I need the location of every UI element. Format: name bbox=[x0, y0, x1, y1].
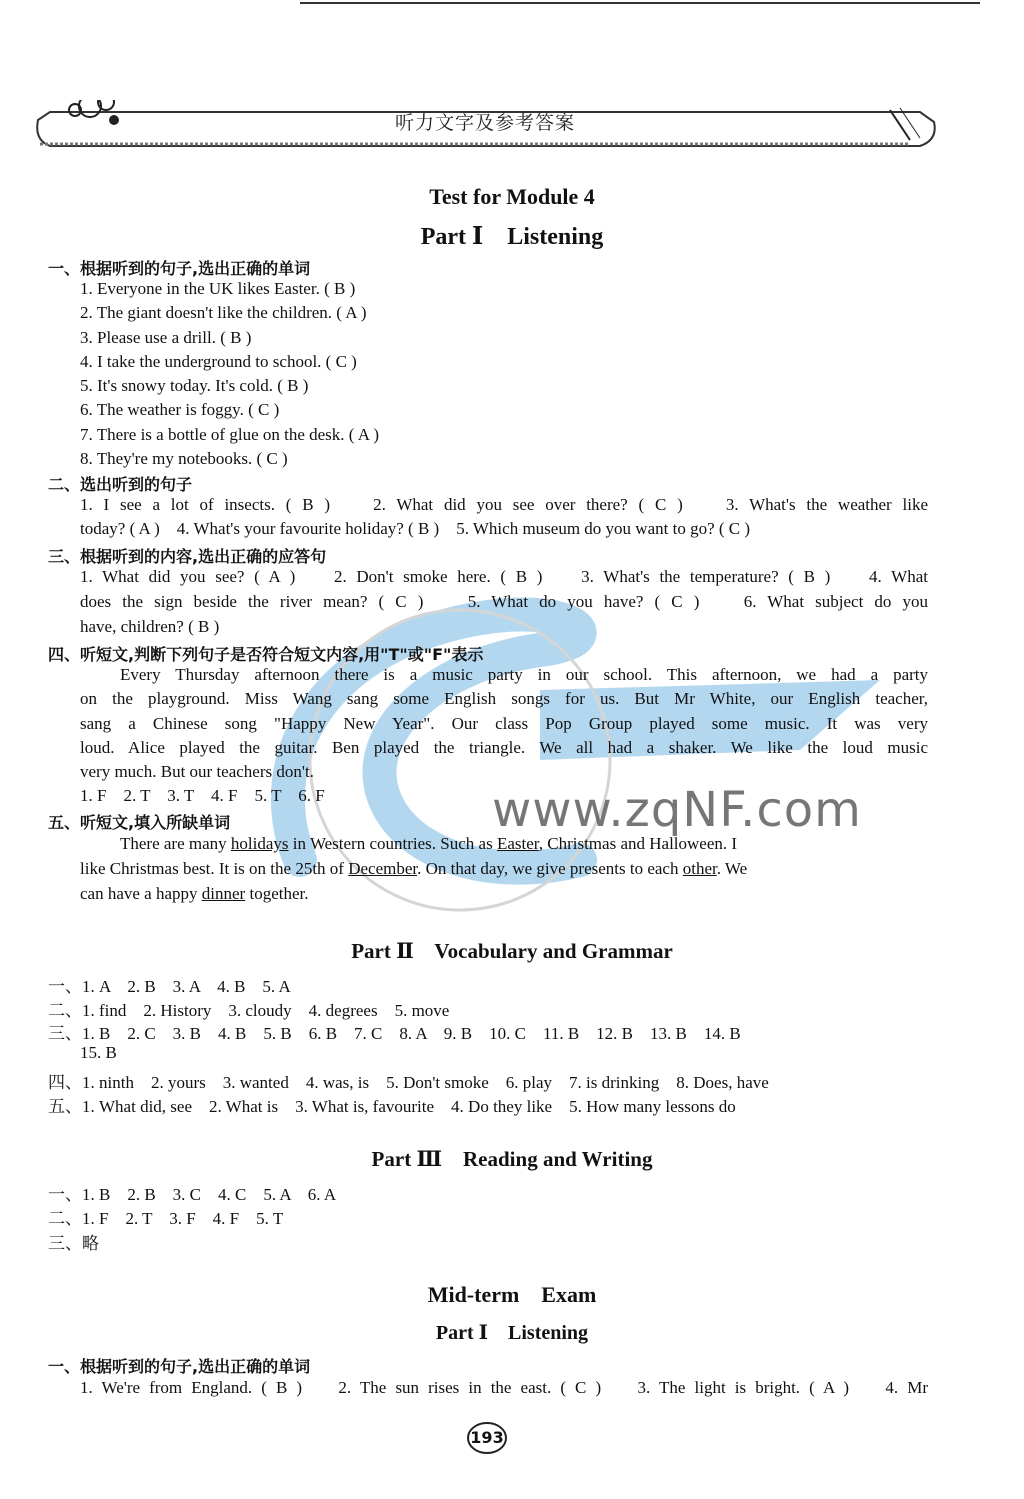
top-rule bbox=[300, 2, 980, 4]
header-title: 听力文字及参考答案 bbox=[394, 112, 575, 134]
cloze-text: , Christmas and Halloween. I bbox=[538, 834, 738, 853]
test-title: Test for Module 4 bbox=[429, 184, 595, 209]
text-line: 1. We're from England. ( B ) 2. The sun rises in the east. ( C ) 3. The light is bright. ( A ) 4. Mr bbox=[80, 1378, 928, 1397]
cloze-answer: dinner bbox=[201, 884, 246, 903]
paragraph-line: sang a Chinese song "Happy New Year". Our class Pop Group played some music. It was very bbox=[80, 714, 928, 733]
section5-heading: 五、听短文,填入所缺单词 bbox=[48, 813, 231, 832]
cloze-line-1 bbox=[120, 834, 928, 854]
answer-line: 二、1. find 2. History 3. cloudy 4. degrees 5. move bbox=[48, 1001, 450, 1020]
cloze-answer: December bbox=[348, 859, 418, 878]
cloze-text: There are many bbox=[120, 834, 231, 853]
paragraph-line: very much. But our teachers don't. bbox=[80, 762, 314, 781]
text-line: have, children? ( B ) bbox=[80, 617, 220, 636]
answer-line: 1. F 2. T 3. T 4. F 5. T 6. F bbox=[80, 786, 325, 805]
page-number bbox=[466, 1420, 508, 1456]
page-number-text: 193 bbox=[470, 1428, 504, 1447]
list-item: 7. There is a bottle of glue on the desk. ( A ) bbox=[80, 425, 380, 444]
paragraph-line: Every Thursday afternoon there is a music party in our school. This afternoon, we had a party bbox=[120, 665, 928, 684]
cloze-line-3 bbox=[80, 884, 308, 904]
part3-heading: Part Ⅲ Reading and Writing bbox=[371, 1147, 653, 1171]
list-item: 2. The giant doesn't like the children. ( A ) bbox=[80, 303, 367, 322]
answer-line: 二、1. F 2. T 3. F 4. F 5. T bbox=[48, 1209, 284, 1228]
cloze-text: like Christmas best. It is on the 25th of bbox=[80, 859, 349, 878]
cloze-line-2 bbox=[80, 859, 747, 879]
text-line: today? ( A ) 4. What's your favourite holiday? ( B ) 5. Which museum do you want to go? ( C ) bbox=[80, 519, 751, 538]
text-line: 1. What did you see? ( A ) 2. Don't smoke here. ( B ) 3. What's the temperature? ( B ) 4. What bbox=[80, 567, 928, 586]
cloze-text: in Western countries. Such as bbox=[288, 834, 497, 853]
midterm-part1-heading: Part Ⅰ Listening bbox=[435, 1322, 589, 1344]
section2-heading: 二、选出听到的句子 bbox=[48, 475, 193, 494]
cloze-text: . We bbox=[716, 859, 748, 878]
paragraph-line: loud. Alice played the guitar. Ben played the triangle. We all had a shaker. We like the loud music bbox=[80, 738, 928, 757]
cloze-text: . On that day, we give presents to each bbox=[417, 859, 683, 878]
answer-line: 四、1. ninth 2. yours 3. wanted 4. was, is 5. Don't smoke 6. play 7. is drinking 8. Does, have bbox=[48, 1073, 769, 1092]
list-item: 3. Please use a drill. ( B ) bbox=[80, 328, 252, 347]
watermark-url: www.zqNF.com bbox=[492, 782, 862, 838]
answer-line: 15. B bbox=[80, 1043, 117, 1062]
section1-heading: 一、根据听到的句子,选出正确的单词 bbox=[48, 259, 311, 278]
page-header bbox=[30, 100, 940, 152]
list-item: 1. Everyone in the UK likes Easter. ( B ) bbox=[80, 279, 356, 298]
cloze-text: can have a happy bbox=[80, 884, 202, 903]
midterm-section1-heading: 一、根据听到的句子,选出正确的单词 bbox=[48, 1357, 311, 1376]
text-line: 1. I see a lot of insects. ( B ) 2. What did you see over there? ( C ) 3. What's the weather like bbox=[80, 495, 928, 514]
answer-line: 一、1. B 2. B 3. C 4. C 5. A 6. A bbox=[48, 1185, 337, 1204]
section4-heading: 四、听短文,判断下列句子是否符合短文内容,用"T"或"F"表示 bbox=[48, 645, 484, 664]
paragraph-line: on the playground. Miss Wang sang some English songs for us. But Mr White, our English teacher, bbox=[80, 689, 928, 708]
list-item: 5. It's snowy today. It's cold. ( B ) bbox=[80, 376, 309, 395]
answer-line: 三、1. B 2. C 3. B 4. B 5. B 6. B 7. C 8. A 9. B 10. C 11. B 12. B 13. B 14. B bbox=[48, 1024, 741, 1043]
answer-line: 一、1. A 2. B 3. A 4. B 5. A bbox=[48, 977, 291, 996]
cloze-answer: Easter bbox=[496, 834, 539, 853]
section3-heading: 三、根据听到的内容,选出正确的应答句 bbox=[48, 547, 327, 566]
text-line: does the sign beside the river mean? ( C ) 5. What do you have? ( C ) 6. What subject do you bbox=[80, 592, 928, 611]
list-item: 6. The weather is foggy. ( C ) bbox=[80, 400, 280, 419]
answer-line: 三、略 bbox=[48, 1234, 99, 1253]
answer-line: 五、1. What did, see 2. What is 3. What is, favourite 4. Do they like 5. How many lessons do bbox=[48, 1097, 736, 1116]
cloze-text: together. bbox=[245, 884, 309, 903]
cloze-answer: other bbox=[682, 859, 717, 878]
cloze-answer: holidays bbox=[230, 834, 289, 853]
midterm-title: Mid-term Exam bbox=[427, 1282, 597, 1307]
list-item: 4. I take the underground to school. ( C ) bbox=[80, 352, 357, 371]
list-item: 8. They're my notebooks. ( C ) bbox=[80, 449, 288, 468]
part1-heading: Part Ⅰ Listening bbox=[420, 224, 604, 250]
part2-heading: Part Ⅱ Vocabulary and Grammar bbox=[351, 939, 673, 963]
